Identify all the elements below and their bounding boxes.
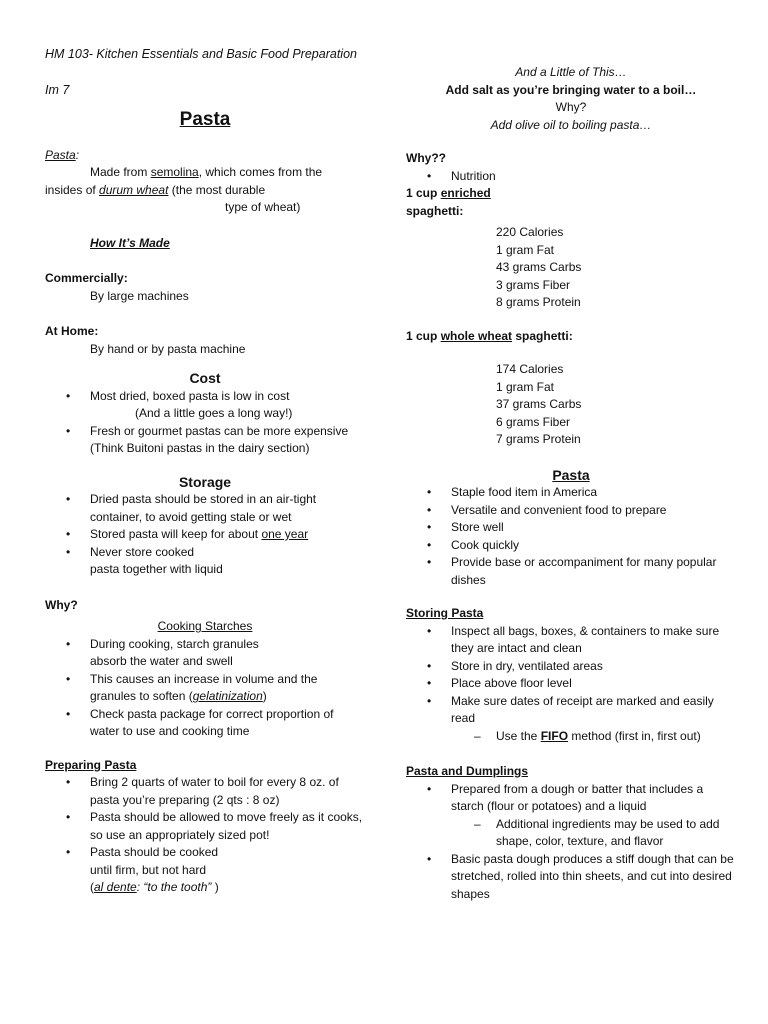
whole-wheat-label: 1 cup whole wheat spaghetti: xyxy=(406,328,573,343)
list-item: • Basic pasta dough produces a stiff dough that can be stretched, rolled into thin sheets, and cut into desired shapes xyxy=(406,851,736,904)
nutrition-fact: 1 gram Fat xyxy=(496,379,555,394)
nutrition-fact: 6 grams Fiber xyxy=(496,414,571,429)
list-item: • Check pasta package for correct proportion of water to use and cooking time xyxy=(45,706,365,741)
why-double: Why?? xyxy=(406,151,446,165)
nutrition-fact: 220 Calories xyxy=(496,225,564,239)
list-item: – Use the FIFO method (first in, first out) xyxy=(406,728,736,746)
salt-line: Add salt as you’re bringing water to a boil… xyxy=(445,82,697,97)
pasta-definition-line-1: Made from semolina, which comes from the xyxy=(90,165,323,179)
nutrition-fact: 37 grams Carbs xyxy=(496,397,582,411)
list-item: • Nutrition xyxy=(406,168,736,186)
storage-list xyxy=(45,491,365,579)
nutrition-fact: 3 grams Fiber xyxy=(496,277,571,292)
nutrition-fact: 1 gram Fat xyxy=(496,242,555,257)
cost-list xyxy=(45,388,365,458)
list-item: • Staple food item in America xyxy=(406,484,736,502)
preparing-pasta-list xyxy=(45,774,365,897)
list-item: • Make sure dates of receipt are marked and easily read xyxy=(406,693,736,728)
nutrition-fact: 7 grams Protein xyxy=(496,432,581,446)
list-item: • Stored pasta will keep for about one year xyxy=(45,526,365,544)
list-item: • Store in dry, ventilated areas xyxy=(406,658,736,676)
nutrition-fact: 174 Calories xyxy=(496,362,564,376)
list-item: • Most dried, boxed pasta is low in cost (And a little goes a long way!) xyxy=(45,388,365,423)
list-item: • Prepared from a dough or batter that includes a starch (flour or potatoes) and a liquid xyxy=(406,781,736,816)
list-item: • Versatile and convenient food to prepare xyxy=(406,502,736,520)
list-item: • Cook quickly xyxy=(406,537,736,555)
whole-wheat-nutrition-facts xyxy=(406,361,736,449)
pasta-definition-line-3: type of wheat) xyxy=(225,200,301,214)
list-item: • During cooking, starch granules absorb the water and swell xyxy=(45,636,365,671)
page-title: Pasta xyxy=(179,109,231,130)
commercially-text: By large machines xyxy=(90,288,189,303)
little-of-this-title: And a Little of This… xyxy=(515,65,627,79)
list-item: • Place above floor level xyxy=(406,675,736,693)
pasta-list xyxy=(406,484,736,589)
list-item: • Dried pasta should be stored in an air-tight container, to avoid getting stale or wet xyxy=(45,491,365,526)
why-short: Why? xyxy=(555,100,587,114)
nutrition-list xyxy=(406,168,736,186)
commercially-label: Commercially: xyxy=(45,271,128,285)
nutrition-fact: 8 grams Protein xyxy=(496,295,581,309)
list-item: • Never store cooked pasta together with liquid xyxy=(45,544,365,579)
list-item: • Pasta should be cooked until firm, but not hard (al dente: “to the tooth” ) xyxy=(45,844,365,897)
why-label: Why? xyxy=(45,597,78,612)
list-item: • This causes an increase in volume and the granules to soften (gelatinization) xyxy=(45,671,365,706)
pasta-heading: Pasta xyxy=(552,466,590,483)
how-its-made-heading: How It’s Made xyxy=(90,235,170,250)
right-column xyxy=(406,64,736,903)
list-item: • Store well xyxy=(406,519,736,537)
at-home-label: At Home: xyxy=(45,324,99,338)
list-item: • Provide base or accompaniment for many popular dishes xyxy=(406,554,736,589)
nutrition-fact: 43 grams Carbs xyxy=(496,260,582,274)
olive-oil-line: Add olive oil to boiling pasta… xyxy=(490,117,652,132)
list-item: • Pasta should be allowed to move freely as it cooks, so use an appropriately sized pot! xyxy=(45,809,365,844)
spaghetti-label: spaghetti: xyxy=(406,203,464,218)
enriched-nutrition-facts xyxy=(406,224,736,312)
cooking-starches-list xyxy=(45,636,365,741)
preparing-pasta-heading: Preparing Pasta xyxy=(45,757,137,772)
storing-pasta-list xyxy=(406,623,736,746)
storage-heading: Storage xyxy=(178,473,232,490)
pasta-dumplings-heading: Pasta and Dumplings xyxy=(406,764,529,778)
course-title: HM 103- Kitchen Essentials and Basic Food Preparation xyxy=(45,47,357,61)
left-column xyxy=(45,46,365,897)
list-item: – Additional ingredients may be used to add shape, color, texture, and flavor xyxy=(406,816,736,851)
storing-pasta-heading: Storing Pasta xyxy=(406,606,484,620)
at-home-text: By hand or by pasta machine xyxy=(90,341,246,356)
list-item: • Bring 2 quarts of water to boil for every 8 oz. of pasta you’re preparing (2 qts : 8 oz) xyxy=(45,774,365,809)
list-item: • Fresh or gourmet pastas can be more expensive (Think Buitoni pastas in the dairy section) xyxy=(45,423,365,458)
pasta-dumplings-list xyxy=(406,781,736,904)
pasta-definition-label: Pasta: xyxy=(45,147,80,162)
unit-label: Im 7 xyxy=(45,82,70,97)
list-item: • Inspect all bags, boxes, & containers to make sure they are intact and clean xyxy=(406,623,736,658)
cooking-starches-heading: Cooking Starches xyxy=(157,619,253,633)
pasta-definition-line-2: insides of durum wheat (the most durable xyxy=(45,182,266,197)
cost-heading: Cost xyxy=(189,370,221,386)
enriched-label: 1 cup enriched xyxy=(406,186,491,200)
